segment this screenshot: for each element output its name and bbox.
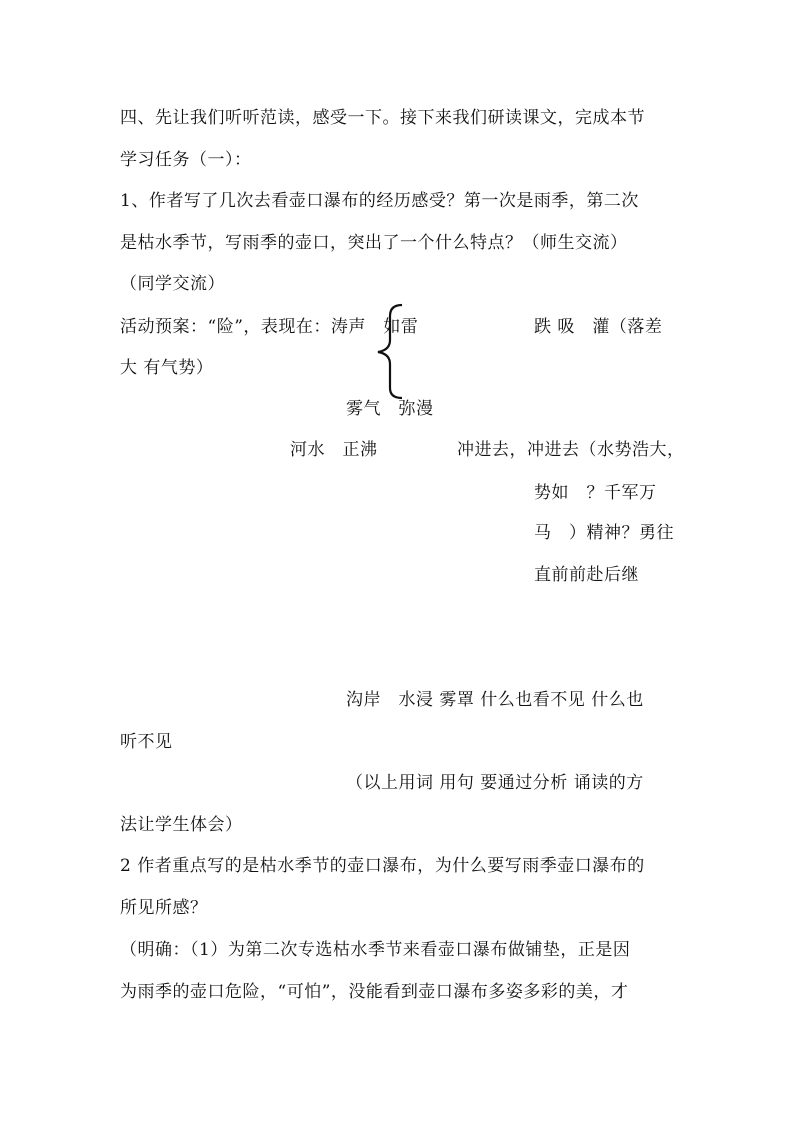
answer-line-2: 为雨季的壶口危险，“可怕”，没能看到壶口瀑布多姿多彩的美，才 (120, 982, 629, 1002)
answer-line-1: （明确：（1）为第二次专选枯水季节来看壶口瀑布做铺垫，正是因 (120, 940, 631, 960)
activity-gully: 沟岸 水浸 雾罩 什么也看不见 什么也 (346, 690, 644, 710)
activity-line-2: 大 有气势） (120, 358, 214, 378)
activity-momentum-1: 势如 ？千军万 (534, 483, 657, 503)
question-2-line-1: 2 作者重点写的是枯水季节的壶口瀑布，为什么要写雨季壶口瀑布的 (120, 856, 645, 876)
section-heading-line-2: 学习任务（一）： (120, 150, 252, 170)
activity-line-1-right: 跌 吸 灌（落差 (534, 317, 663, 337)
activity-gully-continued: 听不见 (120, 732, 173, 752)
curly-brace-icon (368, 302, 408, 400)
question-1-line-1: 1、作者写了几次去看壶口瀑布的经历感受？第一次是雨季，第二次 (120, 191, 639, 211)
activity-momentum-2: 马 ）精神？勇往 (534, 523, 674, 543)
question-1-line-3: （同学交流） (120, 274, 225, 294)
question-2-line-2: 所见所感？ (120, 898, 208, 918)
activity-line-1: 活动预案：“险”，表现在：涛声 如雷 (120, 317, 419, 337)
activity-river-right: 冲进去，冲进去（水势浩大， (457, 440, 685, 460)
section-heading-line-1: 四、先让我们听听范读，感受一下。接下来我们研读课文，完成本节 (120, 108, 645, 128)
activity-note-line-1: （以上用词 用句 要通过分析 诵读的方 (346, 773, 644, 793)
activity-momentum-3: 直前前赴后继 (534, 565, 639, 585)
activity-river: 河水 正沸 (290, 440, 378, 460)
question-1-line-2: 是枯水季节，写雨季的壶口，突出了一个什么特点？（师生交流） (120, 233, 628, 253)
activity-note-line-2: 法让学生体会） (120, 815, 243, 835)
activity-fog: 雾气 弥漫 (346, 399, 434, 419)
